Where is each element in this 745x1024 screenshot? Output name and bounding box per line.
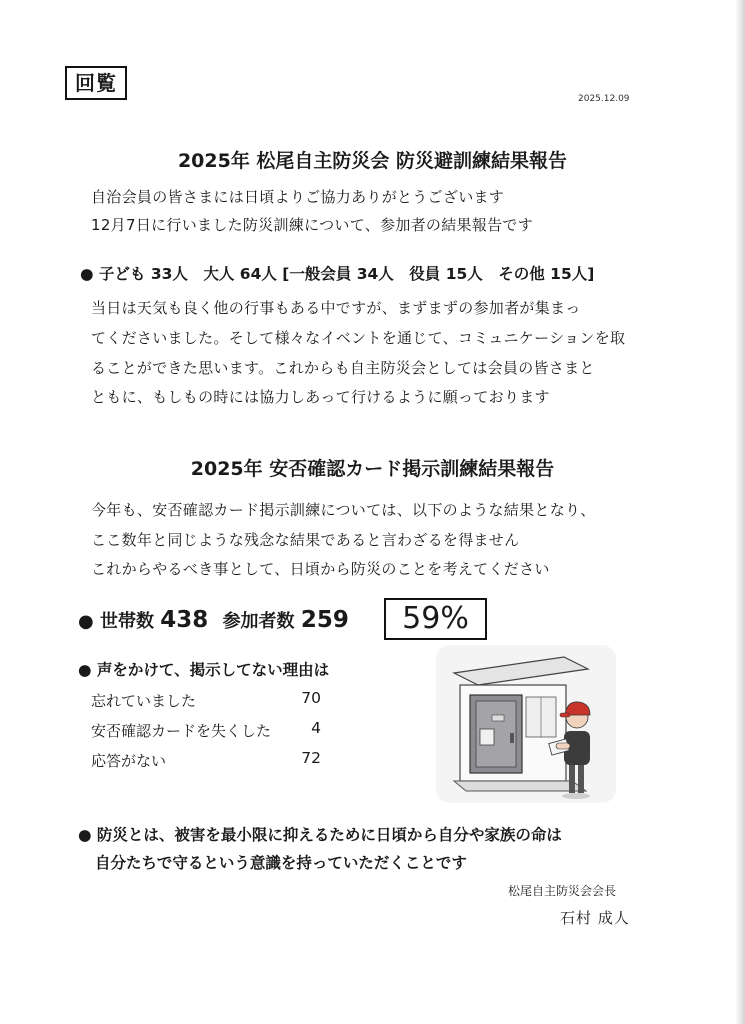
section1-body-line-3: ることができた思います。これからも自主防災会としては会員の皆さまと: [91, 359, 595, 377]
closing-line-2: 自分たちで守るという意識を持っていただくことです: [95, 854, 467, 872]
reason-label: 忘れていました: [91, 692, 197, 710]
circulation-label: 回覧: [65, 66, 127, 100]
posted-card: [480, 729, 494, 745]
door-handle: [510, 733, 514, 743]
reasons-heading: ● 声をかけて、掲示してない理由は: [78, 661, 330, 679]
section2-intro-line-3: これからやるべき事として、日頃から防災のことを考えてください: [91, 560, 550, 578]
section2-intro-line-2: ここ数年と同じような残念な結果であると言わざるを得ません: [91, 531, 520, 549]
signature-title: 松尾自主防災会会長: [508, 884, 617, 898]
section1-title: 2025年 松尾自主防災会 防災避訓練結果報告: [177, 150, 568, 172]
section1-participants: ● 子ども 33人 大人 64人 [一般会員 34人 役員 15人 その他 15人]: [80, 265, 595, 283]
signature-name: 石村 成人: [560, 909, 630, 927]
person-leg: [578, 761, 584, 793]
reason-label: 応答がない: [91, 752, 167, 770]
doorstep: [454, 781, 586, 791]
closing-line-1: ● 防災とは、被害を最小限に抑えるために日頃から自分や家族の命は: [78, 826, 562, 844]
section1-body-line-4: ともに、もしもの時には協力しあって行けるように願っております: [91, 388, 550, 406]
section2-intro-line-1: 今年も、安否確認カード掲示訓練については、以下のような結果となり、: [91, 501, 596, 519]
participants-value: 259: [300, 607, 349, 633]
inspector-at-door-illustration: [436, 645, 616, 803]
section1-body-line-1: 当日は天気も良く他の行事もある中ですが、まずまずの参加者が集まっ: [91, 299, 581, 317]
door-peephole: [492, 715, 504, 721]
section1-body-line-2: てくださいました。そして様々なイベントを通じて、コミュニケーションを取: [91, 329, 626, 347]
households-value: 438: [160, 607, 209, 633]
stats-line: [78, 607, 349, 633]
notice-date: 2025.12.09: [578, 94, 630, 104]
participants-label: 参加者数: [222, 611, 295, 632]
section1-intro-line-2: 12月7日に行いました防災訓練について、参加者の結果報告です: [91, 216, 534, 234]
participation-rate-box: 59%: [384, 598, 487, 640]
households-label: ● 世帯数: [78, 611, 154, 632]
section2-title: 2025年 安否確認カード掲示訓練結果報告: [190, 458, 555, 480]
reason-label: 安否確認カードを失くした: [91, 722, 272, 740]
reason-count: 72: [301, 749, 321, 767]
person-leg: [569, 761, 575, 793]
reason-count: 4: [311, 719, 321, 737]
reason-count: 70: [301, 689, 321, 707]
section1-intro-line-1: 自治会員の皆さまには日頃よりご協力ありがとうございます: [91, 188, 505, 206]
